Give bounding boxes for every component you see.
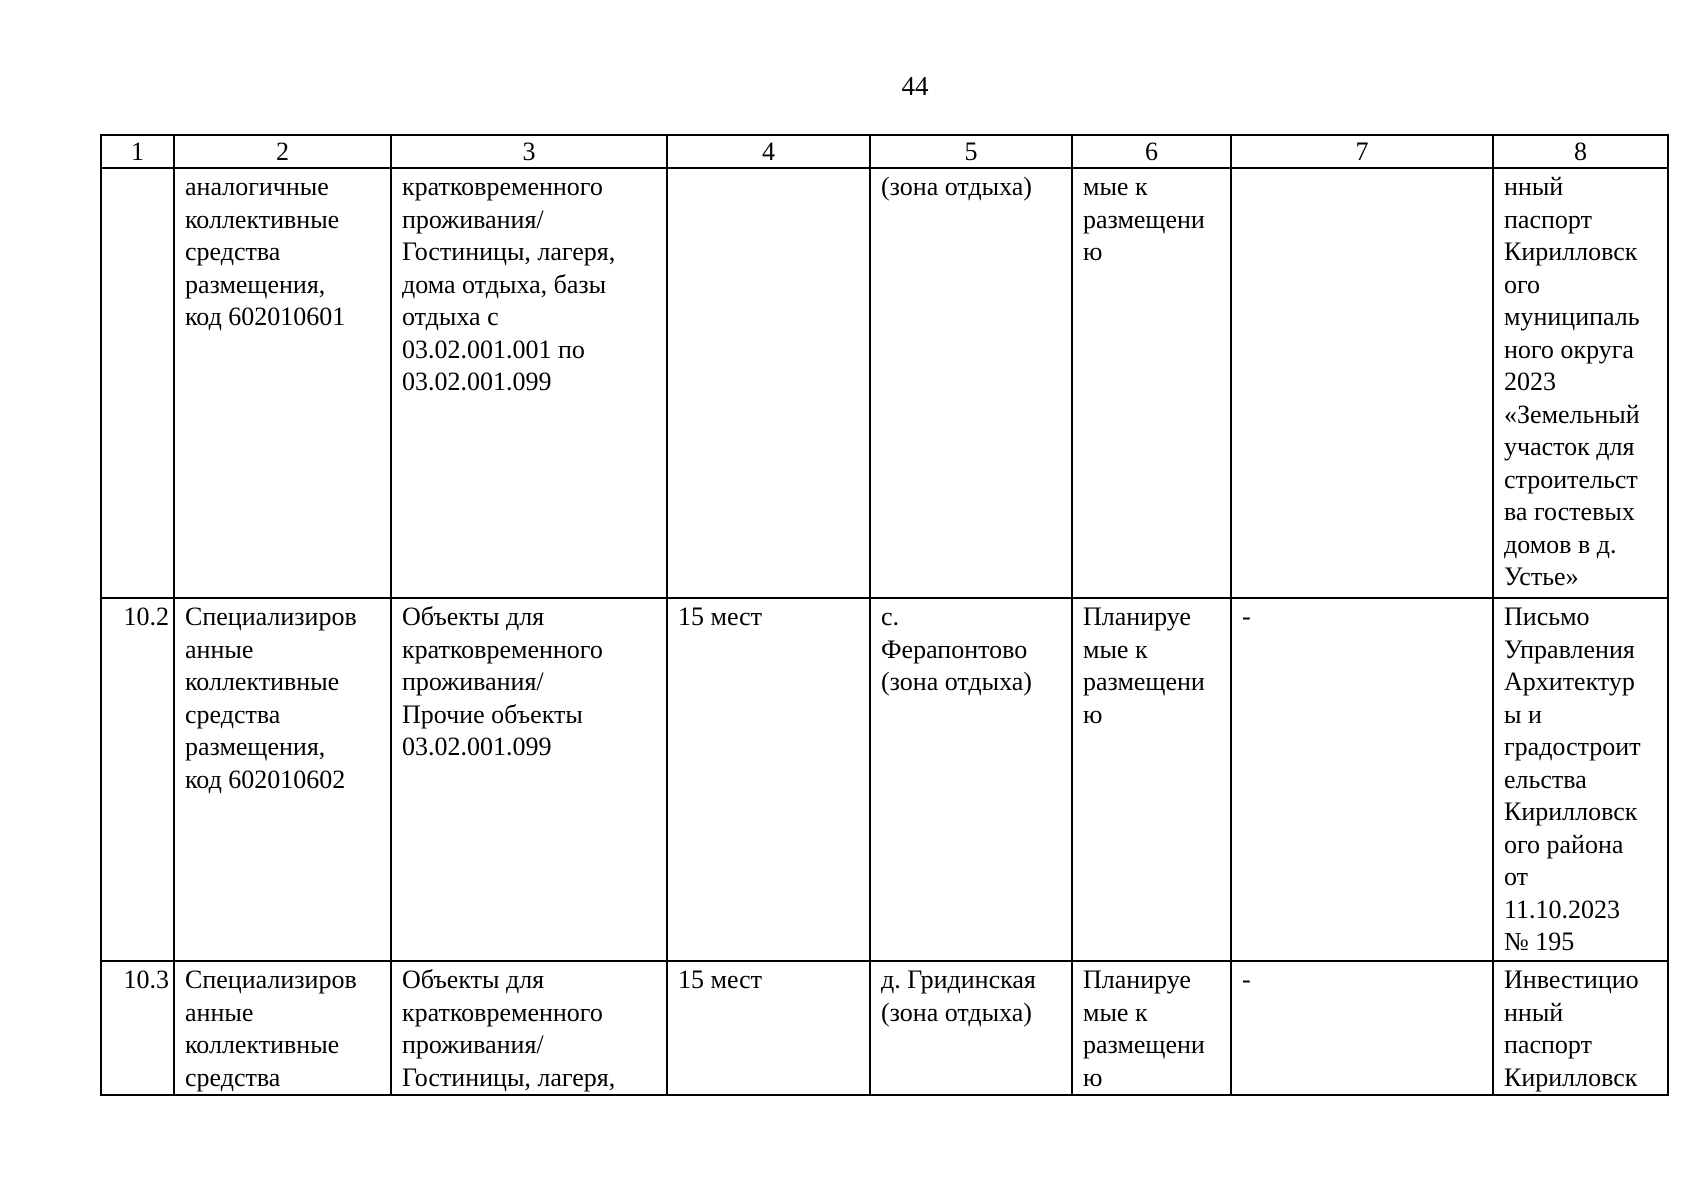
column-header: 3 — [391, 135, 667, 168]
table-cell: с. Ферапонтово (зона отдыха) — [870, 598, 1072, 961]
column-header: 5 — [870, 135, 1072, 168]
table-cell: мые к размещени ю — [1072, 168, 1231, 598]
column-header: 7 — [1231, 135, 1493, 168]
table-cell: кратковременного проживания/ Гостиницы, лагеря, дома отдыха, базы отдыха с 03.02.001.001 по 03.02.001.099 — [391, 168, 667, 598]
table-cell: Специализиров анные коллективные средства — [174, 961, 391, 1095]
table-cell — [667, 168, 870, 598]
data-table — [100, 134, 1669, 1096]
table-header-row — [101, 135, 1668, 168]
table-cell: Специализиров анные коллективные средства размещения, код 602010602 — [174, 598, 391, 961]
table-row — [101, 598, 1668, 961]
column-header: 1 — [101, 135, 174, 168]
page-number: 44 — [901, 71, 929, 101]
table-cell: Письмо Управления Архитектур ы и градостроит ельства Кирилловск ого района от 11.10.2023 № 195 — [1493, 598, 1668, 961]
table-cell: (зона отдыха) — [870, 168, 1072, 598]
column-header: 6 — [1072, 135, 1231, 168]
table-cell: Инвестицио нный паспорт Кирилловск — [1493, 961, 1668, 1095]
table-cell: - — [1231, 598, 1493, 961]
table-row — [101, 961, 1668, 1095]
table-cell: 15 мест — [667, 961, 870, 1095]
table-cell: 10.3 — [101, 961, 174, 1095]
table-cell: Планируе мые к размещени ю — [1072, 598, 1231, 961]
column-header: 2 — [174, 135, 391, 168]
column-header: 8 — [1493, 135, 1668, 168]
table-cell: нный паспорт Кирилловск ого муниципаль ного округа 2023 «Земельный участок для строительст ва гостевых домов в д. Устье» — [1493, 168, 1668, 598]
table-cell: 15 мест — [667, 598, 870, 961]
table-cell — [1231, 168, 1493, 598]
table-cell: Планируе мые к размещени ю — [1072, 961, 1231, 1095]
table-cell: д. Гридинская (зона отдыха) — [870, 961, 1072, 1095]
table-cell: Объекты для кратковременного проживания/ Прочие объекты 03.02.001.099 — [391, 598, 667, 961]
table-cell: Объекты для кратковременного проживания/ Гостиницы, лагеря, — [391, 961, 667, 1095]
table-cell: - — [1231, 961, 1493, 1095]
table-row — [101, 168, 1668, 598]
table-cell: аналогичные коллективные средства размещения, код 602010601 — [174, 168, 391, 598]
column-header: 4 — [667, 135, 870, 168]
table-cell: 10.2 — [101, 598, 174, 961]
table-cell — [101, 168, 174, 598]
